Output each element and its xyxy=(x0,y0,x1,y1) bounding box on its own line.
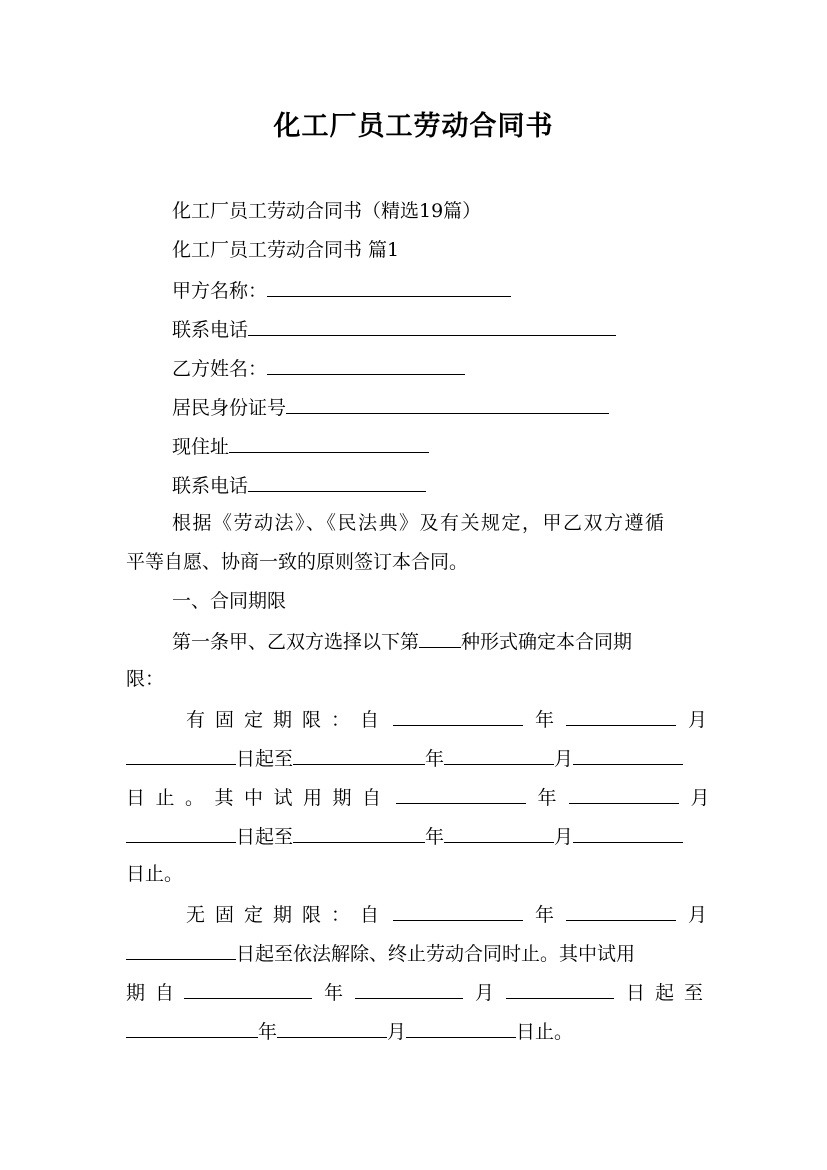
article1-choice-blank xyxy=(419,627,461,648)
month-word: 月 xyxy=(690,787,710,809)
party-b-address-label: 现住址 xyxy=(172,436,230,458)
document-title: 化工厂员工劳动合同书 xyxy=(273,111,554,142)
month-word: 月 xyxy=(688,904,708,926)
day-end-word: 日止。 xyxy=(516,1021,574,1043)
blank xyxy=(573,822,683,843)
unfixed-term-line4 xyxy=(126,1017,706,1045)
trial-period-text: 日止。其中试用期自 xyxy=(126,787,392,809)
article1-line2: 限： xyxy=(126,668,165,690)
fixed-term-line5: 日止。 xyxy=(126,863,184,885)
party-b-id-row xyxy=(172,393,706,421)
article1-text-b: 种形式确定本合同期 xyxy=(461,631,633,653)
party-a-phone-label: 联系电话 xyxy=(172,319,249,341)
blank xyxy=(569,783,679,804)
blank xyxy=(506,978,614,999)
unfixed-term-line3 xyxy=(126,978,714,1006)
unfixed-term-line2 xyxy=(126,939,706,967)
day-from-word: 日起至 xyxy=(236,748,294,770)
trial-from-word: 期自 xyxy=(126,982,185,1004)
year-word: 年 xyxy=(425,748,445,770)
day-from-word: 日起至 xyxy=(626,982,714,1004)
party-b-id-label: 居民身份证号 xyxy=(172,397,287,419)
blank xyxy=(293,822,425,843)
year-word: 年 xyxy=(535,709,555,731)
year-word: 年 xyxy=(258,1021,278,1043)
blank xyxy=(393,900,523,921)
subtitle: 化工厂员工劳动合同书（精选19篇） xyxy=(172,200,482,222)
party-a-name-row xyxy=(172,276,706,304)
month-word: 月 xyxy=(554,748,574,770)
party-a-phone-row xyxy=(172,315,706,343)
month-word: 月 xyxy=(688,709,708,731)
unfixed-term-label: 无固定期限：自 xyxy=(186,904,390,926)
blank xyxy=(126,939,236,960)
party-a-name-blank xyxy=(267,276,511,297)
year-word: 年 xyxy=(535,904,555,926)
blank xyxy=(126,744,236,765)
party-b-name-blank xyxy=(267,354,465,375)
blank xyxy=(406,1017,516,1038)
party-b-address-blank xyxy=(229,432,429,453)
blank xyxy=(355,978,463,999)
party-b-phone-row xyxy=(172,471,706,499)
blank xyxy=(444,822,554,843)
blank xyxy=(126,1017,258,1038)
blank xyxy=(293,744,425,765)
blank xyxy=(396,783,526,804)
intro-paragraph-line1: 根据《劳动法》、《民法典》及有关规定，甲乙双方遵循 xyxy=(172,512,666,534)
fixed-term-line1 xyxy=(186,705,706,733)
blank xyxy=(277,1017,387,1038)
year-word: 年 xyxy=(324,982,344,1004)
fixed-term-line4 xyxy=(126,822,706,850)
article1-text-a: 第一条甲、乙双方选择以下第 xyxy=(172,631,420,653)
blank xyxy=(126,822,236,843)
month-word: 月 xyxy=(554,826,574,848)
party-b-phone-label: 联系电话 xyxy=(172,475,249,497)
year-word: 年 xyxy=(537,787,557,809)
section-heading: 化工厂员工劳动合同书 篇1 xyxy=(172,239,400,261)
fixed-term-line3 xyxy=(126,783,710,811)
intro-paragraph-line2: 平等自愿、协商一致的原则签订本合同。 xyxy=(126,551,469,573)
party-b-name-row xyxy=(172,354,706,382)
blank xyxy=(393,705,523,726)
party-b-name-label: 乙方姓名： xyxy=(172,358,268,380)
heading-contract-term: 一、合同期限 xyxy=(172,590,287,612)
month-word: 月 xyxy=(387,1021,407,1043)
blank xyxy=(573,744,683,765)
article1-line1 xyxy=(172,627,706,655)
blank xyxy=(444,744,554,765)
party-a-phone-blank xyxy=(248,315,616,336)
party-b-address-row xyxy=(172,432,706,460)
unfixed-term-text: 日起至依法解除、终止劳动合同时止。其中试用 xyxy=(236,943,636,965)
month-word: 月 xyxy=(475,982,495,1004)
party-a-name-label: 甲方名称： xyxy=(172,280,268,302)
day-from-word: 日起至 xyxy=(236,826,294,848)
year-word: 年 xyxy=(425,826,445,848)
blank xyxy=(566,900,676,921)
blank xyxy=(566,705,676,726)
party-b-phone-blank xyxy=(248,471,426,492)
fixed-term-line2 xyxy=(126,744,706,772)
fixed-term-label: 有固定期限：自 xyxy=(186,709,390,731)
unfixed-term-line1 xyxy=(186,900,706,928)
party-b-id-blank xyxy=(286,393,609,414)
blank xyxy=(184,978,312,999)
